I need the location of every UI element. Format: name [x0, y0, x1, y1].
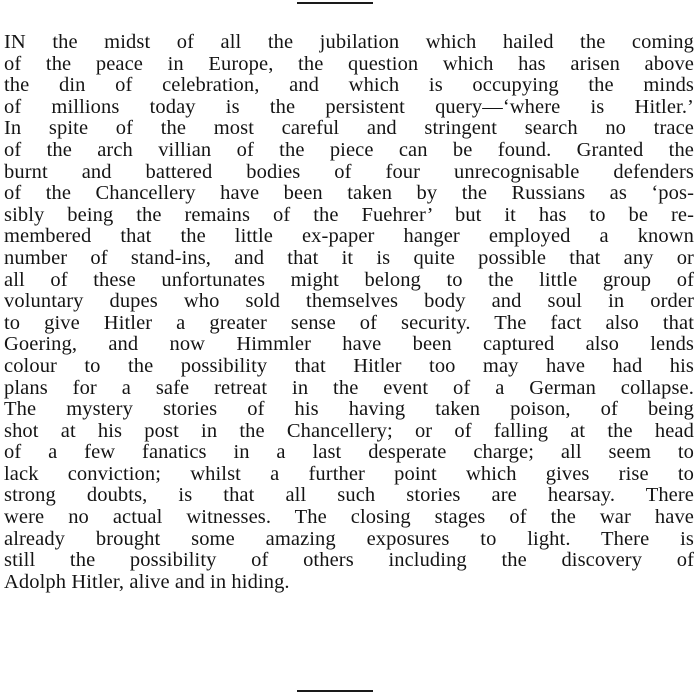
- article-line-last: Adolph Hitler, alive and in hiding.: [4, 570, 290, 593]
- article-line: burnt and battered bodies of four unrecognisable defenders: [4, 160, 694, 183]
- article-line: of the Chancellery have been taken by the Russians as ‘pos-: [4, 182, 694, 205]
- article-line: were no actual witnesses. The closing stages of the war have: [4, 506, 694, 529]
- article-line: of the arch villian of the piece can be found. Granted the: [4, 138, 694, 161]
- article-line: still the possibility of others including the discovery of: [4, 549, 694, 572]
- article-line: membered that the little ex-paper hanger employed a known: [4, 225, 694, 248]
- article-line: the din of celebration, and which is occupying the minds: [4, 74, 694, 97]
- article-line: of a few fanatics in a last desperate charge; all seem to: [4, 441, 694, 464]
- bottom-divider-rule: [297, 690, 373, 692]
- article-line: plans for a safe retreat in the event of a German collapse.: [4, 376, 694, 399]
- article-line: shot at his post in the Chancellery; or of falling at the head: [4, 419, 694, 442]
- article-body: [4, 32, 694, 593]
- article-line: number of stand-ins, and that it is quite possible that any or: [4, 246, 694, 269]
- article-line: voluntary dupes who sold themselves body and soul in order: [4, 290, 694, 313]
- article-line: The mystery stories of his having taken poison, of being: [4, 398, 694, 421]
- top-divider-rule: [297, 2, 373, 4]
- article-line: already brought some amazing exposures to light. There is: [4, 527, 694, 550]
- article-line: lack conviction; whilst a further point which gives rise to: [4, 462, 694, 485]
- article-line: IN the midst of all the jubilation which hailed the coming: [4, 31, 694, 53]
- article-line: sibly being the remains of the Fuehrer’ but it has to be re-: [4, 203, 694, 226]
- article-line: strong doubts, is that all such stories are hearsay. There: [4, 484, 694, 507]
- article-line: of millions today is the persistent query—‘where is Hitler.’: [4, 95, 694, 118]
- article-line: In spite of the most careful and stringent search no trace: [4, 117, 694, 140]
- article-line: all of these unfortunates might belong to the little group of: [4, 268, 694, 291]
- article-line: to give Hitler a greater sense of security. The fact also that: [4, 311, 694, 334]
- article-line: Goering, and now Himmler have been captured also lends: [4, 333, 694, 356]
- article-line: of the peace in Europe, the question which has arisen above: [4, 52, 694, 75]
- article-line: colour to the possibility that Hitler too may have had his: [4, 354, 694, 377]
